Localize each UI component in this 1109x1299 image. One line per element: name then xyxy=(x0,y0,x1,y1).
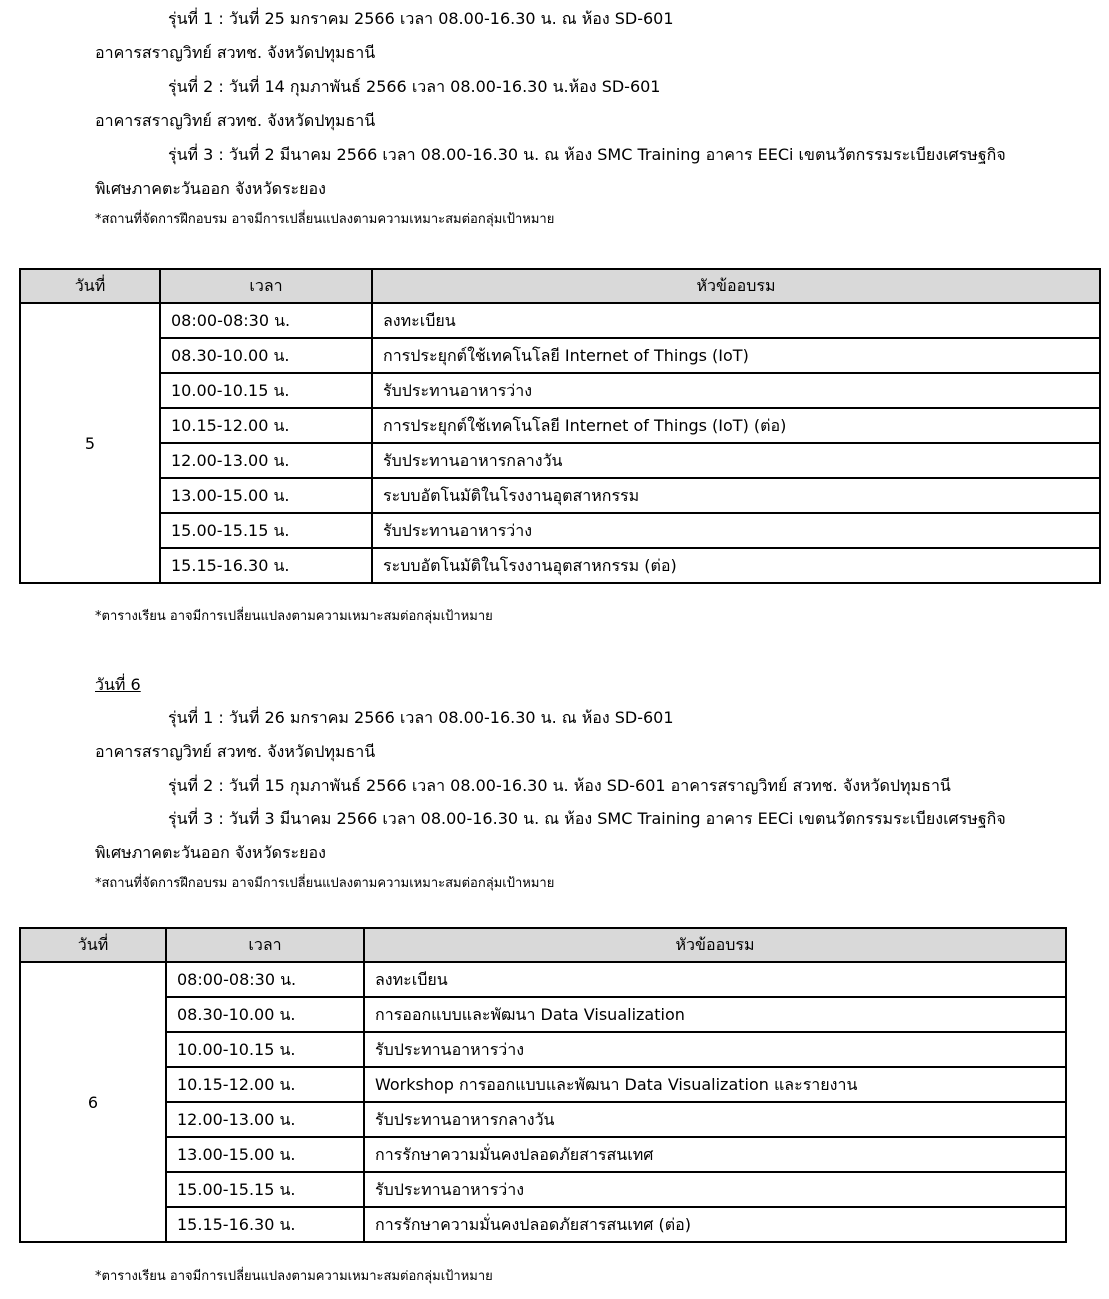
day6-batch1-line2: อาคารสราญวิทย์ สวทช. จังหวัดปทุมธานี xyxy=(95,742,376,761)
day-cell: 5 xyxy=(20,303,160,583)
table-row xyxy=(20,443,1100,478)
time-cell: 10.00-10.15 น. xyxy=(160,373,372,408)
topic-cell: ระบบอัตโนมัติในโรงงานอุตสาหกรรม xyxy=(372,478,1100,513)
day5-batch1-line1: รุ่นที่ 1 : วันที่ 25 มกราคม 2566 เวลา 08.00-16.30 น. ณ ห้อง SD-601 xyxy=(168,9,674,28)
table-header-row xyxy=(20,269,1100,303)
time-cell: 10.00-10.15 น. xyxy=(166,1032,364,1067)
time-cell: 13.00-15.00 น. xyxy=(166,1137,364,1172)
table-header-row xyxy=(20,928,1066,962)
topic-cell: รับประทานอาหารว่าง xyxy=(364,1032,1066,1067)
table-row xyxy=(20,962,1066,997)
day6-schedule-note: *ตารางเรียน อาจมีการเปลี่ยนแปลงตามความเหมาะสมต่อกลุ่มเป้าหมาย xyxy=(95,1269,493,1284)
day5-schedule-note: *ตารางเรียน อาจมีการเปลี่ยนแปลงตามความเหมาะสมต่อกลุ่มเป้าหมาย xyxy=(95,609,493,624)
topic-cell: ระบบอัตโนมัติในโรงงานอุตสาหกรรม (ต่อ) xyxy=(372,548,1100,583)
time-cell: 12.00-13.00 น. xyxy=(166,1102,364,1137)
table-row xyxy=(20,478,1100,513)
time-cell: 10.15-12.00 น. xyxy=(166,1067,364,1102)
table-row xyxy=(20,1102,1066,1137)
header-time: เวลา xyxy=(160,269,372,303)
time-cell: 08:00-08:30 น. xyxy=(166,962,364,997)
day6-batch3-line2: พิเศษภาคตะวันออก จังหวัดระยอง xyxy=(95,843,326,862)
topic-cell: รับประทานอาหารกลางวัน xyxy=(372,443,1100,478)
topic-cell: การออกแบบและพัฒนา Data Visualization xyxy=(364,997,1066,1032)
table-row xyxy=(20,408,1100,443)
table-row xyxy=(20,1172,1066,1207)
header-time: เวลา xyxy=(166,928,364,962)
table-row xyxy=(20,1067,1066,1102)
time-cell: 08.30-10.00 น. xyxy=(160,338,372,373)
day6-batch2-line1: รุ่นที่ 2 : วันที่ 15 กุมภาพันธ์ 2566 เวลา 08.00-16.30 น. ห้อง SD-601 อาคารสราญวิทย์ สวทช. จังหวัดปทุมธานี xyxy=(168,776,951,795)
topic-cell: การรักษาความมั่นคงปลอดภัยสารสนเทศ (ต่อ) xyxy=(364,1207,1066,1242)
day6-batch1-line1: รุ่นที่ 1 : วันที่ 26 มกราคม 2566 เวลา 08.00-16.30 น. ณ ห้อง SD-601 xyxy=(168,708,674,727)
day5-batch3-line2: พิเศษภาคตะวันออก จังหวัดระยอง xyxy=(95,179,326,198)
day5-schedule-table xyxy=(19,268,1101,584)
day5-batch2-line1: รุ่นที่ 2 : วันที่ 14 กุมภาพันธ์ 2566 เวลา 08.00-16.30 น.ห้อง SD-601 xyxy=(168,77,661,96)
time-cell: 15.00-15.15 น. xyxy=(166,1172,364,1207)
topic-cell: ลงทะเบียน xyxy=(372,303,1100,338)
day6-batch3-line1: รุ่นที่ 3 : วันที่ 3 มีนาคม 2566 เวลา 08.00-16.30 น. ณ ห้อง SMC Training อาคาร EECi เขตนวัตกรรมระเบียงเศรษฐกิจ xyxy=(168,809,1006,828)
day6-heading: วันที่ 6 xyxy=(95,675,141,694)
topic-cell: รับประทานอาหารว่าง xyxy=(372,513,1100,548)
time-cell: 08.30-10.00 น. xyxy=(166,997,364,1032)
time-cell: 08:00-08:30 น. xyxy=(160,303,372,338)
day5-venue-note: *สถานที่จัดการฝึกอบรม อาจมีการเปลี่ยนแปลงตามความเหมาะสมต่อกลุ่มเป้าหมาย xyxy=(95,212,555,227)
time-cell: 15.15-16.30 น. xyxy=(160,548,372,583)
header-day: วันที่ xyxy=(20,928,166,962)
time-cell: 15.00-15.15 น. xyxy=(160,513,372,548)
time-cell: 15.15-16.30 น. xyxy=(166,1207,364,1242)
topic-cell: Workshop การออกแบบและพัฒนา Data Visualization และรายงาน xyxy=(364,1067,1066,1102)
time-cell: 13.00-15.00 น. xyxy=(160,478,372,513)
day6-schedule-table xyxy=(19,927,1067,1243)
topic-cell: รับประทานอาหารกลางวัน xyxy=(364,1102,1066,1137)
table-row xyxy=(20,303,1100,338)
table-row xyxy=(20,373,1100,408)
time-cell: 10.15-12.00 น. xyxy=(160,408,372,443)
table-row xyxy=(20,997,1066,1032)
day5-batch1-line2: อาคารสราญวิทย์ สวทช. จังหวัดปทุมธานี xyxy=(95,43,376,62)
topic-cell: การประยุกต์ใช้เทคโนโลยี Internet of Things (IoT) xyxy=(372,338,1100,373)
header-day: วันที่ xyxy=(20,269,160,303)
table-row xyxy=(20,338,1100,373)
topic-cell: ลงทะเบียน xyxy=(364,962,1066,997)
topic-cell: รับประทานอาหารว่าง xyxy=(372,373,1100,408)
header-topic: หัวข้ออบรม xyxy=(364,928,1066,962)
table-row xyxy=(20,1032,1066,1067)
topic-cell: การรักษาความมั่นคงปลอดภัยสารสนเทศ xyxy=(364,1137,1066,1172)
table-row xyxy=(20,1137,1066,1172)
table-row xyxy=(20,548,1100,583)
topic-cell: รับประทานอาหารว่าง xyxy=(364,1172,1066,1207)
day5-batch3-line1: รุ่นที่ 3 : วันที่ 2 มีนาคม 2566 เวลา 08.00-16.30 น. ณ ห้อง SMC Training อาคาร EECi เขตนวัตกรรมระเบียงเศรษฐกิจ xyxy=(168,145,1006,164)
day-cell: 6 xyxy=(20,962,166,1242)
table-row xyxy=(20,513,1100,548)
day5-batch2-line2: อาคารสราญวิทย์ สวทช. จังหวัดปทุมธานี xyxy=(95,111,376,130)
day6-venue-note: *สถานที่จัดการฝึกอบรม อาจมีการเปลี่ยนแปลงตามความเหมาะสมต่อกลุ่มเป้าหมาย xyxy=(95,876,555,891)
time-cell: 12.00-13.00 น. xyxy=(160,443,372,478)
table-row xyxy=(20,1207,1066,1242)
header-topic: หัวข้ออบรม xyxy=(372,269,1100,303)
topic-cell: การประยุกต์ใช้เทคโนโลยี Internet of Things (IoT) (ต่อ) xyxy=(372,408,1100,443)
